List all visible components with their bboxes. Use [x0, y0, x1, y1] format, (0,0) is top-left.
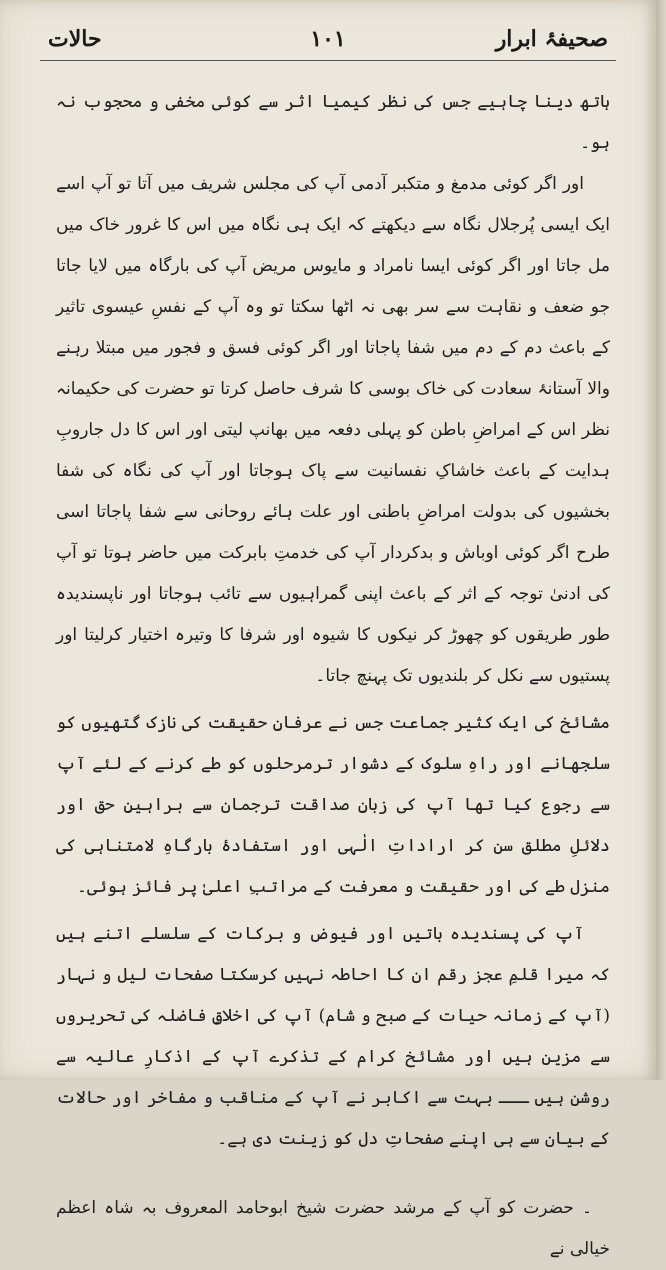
body-text [56, 82, 610, 1270]
header-rule [40, 60, 616, 61]
paragraph: ۔ حضرت کو آپ کے مرشد حضرت شیخ ابوحامد المعروف بہ شاہ اعظم خیالی نے [56, 1198, 610, 1259]
page-header [48, 26, 608, 56]
paragraph: آپ کی پسندیدہ باتیں اور فیوض و برکات کے سلسلے اتنے ہیں کہ میرا قلمِ عجز رقم ان کا احاطہ نہیں کرسکتا صفحات لیل و نہار (آپ کے زمانہ حیات کے صبح و شام) آپ کی اخلاقِ فاضلہ کی تحریروں سے مزین ہیں اور مشائخ کرام کے تذکرے آپ کے اذکارِ عالیہ سے روشن ہیں ـــ بہت سے اکابر نے آپ کے مناقب و مفاخر اور حالات کے بیان سے ہی اپنے صفحاتِ دل کو زینت دی ہے۔ [56, 924, 610, 1149]
paragraph: اور اگر کوئی مدمغ و متکبر آدمی آپ کی مجلس شریف میں آتا تو آپ اسے ایک ایسی پُرجلال نگاہ سے دیکھتے کہ ایک ہی نگاہ میں اس کا غرور خاک میں مل جاتا اور اگر کوئی ایسا نامراد و مایوس مریض آپ کی بارگاہ میں لایا جاتا جو ضعف و نقاہت سے سر بھی نہ اٹھا سکتا تو وہ آپ کے نفسِ عیسوی تاثیر کے باعث دم کے دم میں شفا پاجاتا اور اگر کوئی فسق و فجور میں مبتلا رہنے والا آستانۂ سعادت کی خاک بوسی کا شرف حاصل کرتا تو حضرت کی حکیمانہ نظر اس کے امراضِ باطن کو پہلی دفعہ میں بھانپ لیتی اور اس کا دل جاروبِ ہدایت کے باعث خاشاکِ نفسانیت سے پاک ہوجاتا اور آپ کی نگاہ کی شفا بخشیوں کی بدولت امراضِ باطنی اور علت ہائے روحانی سے شفا پاجاتا اسی طرح اگر کوئی اوباش و بدکردار آپ کی خدمتِ بابرکت میں حاضر ہوتا تو آپ کی ادنیٰ توجہ کے اثر کے باعث اپنی گمراہیوں سے تائب ہوجاتا اور ناپسندیدہ طور طریقوں کو چھوڑ کر نیکوں کا شیوہ اور شرفا کا وتیرہ اختیار کرلیتا اور پستیوں سے نکل کر بلندیوں تک پہنچ جاتا۔ [56, 174, 610, 686]
chapter-title: حالات [48, 26, 102, 52]
paragraph: مشائخ کی ایک کثیر جماعت جس نے عرفانِ حقیقت کی نازک گتھیوں کو سلجھانے اور راہِ سلوک کے دشوار ترمرحلوں کو طے کرنے کے لئے آپ سے رجوع کیا تھا آپ کی زبانِ صداقت ترجمان سے براہینِ حق اور دلائلِ مطلق سن کر اراداتِ الٰہی اور استفادۂ بارگاہِ لامتناہی کی منزل طے کی اور حقیقت و معرفت کے مراتبِ اعلیٰ پر فائز ہوئی۔ [56, 713, 610, 897]
page-edge [656, 0, 666, 1080]
page-number: ۱۰۱ [310, 26, 346, 52]
book-title: صحیفۂ ابرار [495, 26, 608, 52]
paragraph: ہاتھ دینا چاہیے جس کی نظر کیمیا اثر سے کوئی مخفی و محجوب نہ ہو۔ [56, 92, 610, 153]
